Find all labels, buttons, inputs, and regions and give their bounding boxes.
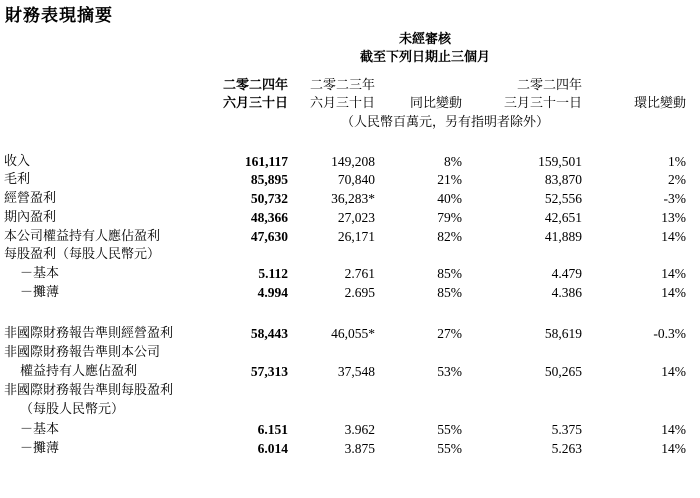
cell-jun-2024: 47,630 [250, 229, 288, 244]
cell-jun-2023: 2.761 [344, 266, 375, 281]
cell-jun-2024: 50,732 [250, 191, 288, 206]
cell-jun-2023: 27,023 [337, 210, 375, 225]
cell-yoy-change: 85% [437, 285, 462, 300]
row-label: 非國際財務報告準則本公司 [4, 345, 161, 360]
page-title: 財務表現摘要 [5, 6, 113, 26]
cell-jun-2023: 46,055* [331, 326, 375, 341]
row-label: 非國際財務報告準則每股盈利 [4, 383, 174, 398]
cell-jun-2024: 161,117 [244, 154, 288, 169]
cell-mar-2024: 58,619 [544, 326, 582, 341]
cell-yoy-change: 27% [437, 326, 462, 341]
table-row [0, 171, 700, 189]
cell-jun-2023: 149,208 [331, 154, 375, 169]
cell-jun-2023: 37,548 [337, 364, 375, 379]
row-label: 期內盈利 [4, 210, 57, 225]
table-row [0, 325, 700, 343]
cell-jun-2024: 5.112 [258, 266, 288, 281]
cell-qoq-change: 2% [668, 172, 686, 187]
cell-qoq-change: 14% [661, 364, 686, 379]
cell-jun-2024: 6.014 [257, 441, 288, 456]
table-row [0, 344, 700, 362]
row-label: －攤薄 [20, 441, 60, 456]
cell-qoq-change: 14% [661, 422, 686, 437]
row-label: 毛利 [4, 172, 31, 187]
table-row [0, 421, 700, 439]
table-row [0, 382, 700, 400]
row-label: 收入 [4, 154, 31, 169]
cell-qoq-change: -0.3% [653, 326, 686, 341]
cell-mar-2024: 83,870 [544, 172, 582, 187]
cell-jun-2024: 85,895 [250, 172, 288, 187]
cell-mar-2024: 41,889 [544, 229, 582, 244]
cell-yoy-change: 79% [437, 210, 462, 225]
col5-header: 環比變動 [633, 95, 686, 110]
cell-qoq-change: -3% [663, 191, 686, 206]
cell-qoq-change: 13% [661, 210, 686, 225]
cell-jun-2023: 3.962 [344, 422, 375, 437]
cell-jun-2024: 4.994 [257, 285, 288, 300]
col2-year-header: 二零二三年 [309, 77, 375, 92]
row-label: 權益持有人應佔盈利 [20, 364, 138, 379]
table-row [0, 440, 700, 458]
cell-yoy-change: 40% [437, 191, 462, 206]
cell-qoq-change: 14% [661, 285, 686, 300]
cell-jun-2024: 6.151 [257, 422, 288, 437]
cell-mar-2024: 4.386 [551, 285, 582, 300]
cell-yoy-change: 53% [437, 364, 462, 379]
row-label: 每股盈利（每股人民幣元） [4, 247, 161, 262]
row-label: －攤薄 [20, 285, 60, 300]
col3-header: 同比變動 [409, 95, 462, 110]
cell-mar-2024: 42,651 [544, 210, 582, 225]
period-header: 截至下列日期止三個月 [359, 49, 490, 64]
unit-note: （人民幣百萬元，另有指明者除外） [340, 114, 549, 129]
table-row [0, 284, 700, 302]
cell-qoq-change: 14% [661, 229, 686, 244]
cell-yoy-change: 55% [437, 441, 462, 456]
table-row [0, 190, 700, 208]
row-label: 非國際財務報告準則經營盈利 [4, 326, 174, 341]
col4-year-header: 二零二四年 [516, 77, 582, 92]
col1-date-header: 六月三十日 [222, 95, 288, 110]
table-row [0, 363, 700, 381]
cell-yoy-change: 21% [437, 172, 462, 187]
table-row [0, 401, 700, 419]
cell-jun-2024: 58,443 [250, 326, 288, 341]
row-label: 本公司權益持有人應佔盈利 [4, 229, 161, 244]
cell-jun-2023: 26,171 [337, 229, 375, 244]
cell-jun-2024: 48,366 [250, 210, 288, 225]
cell-jun-2023: 2.695 [344, 285, 375, 300]
table-row [0, 153, 700, 171]
cell-qoq-change: 14% [661, 266, 686, 281]
cell-yoy-change: 82% [437, 229, 462, 244]
col2-date-header: 六月三十日 [309, 95, 375, 110]
row-label: －基本 [20, 422, 60, 437]
table-row [0, 246, 700, 264]
cell-mar-2024: 50,265 [544, 364, 582, 379]
table-row [0, 228, 700, 246]
row-label: 經營盈利 [4, 191, 57, 206]
cell-jun-2023: 70,840 [337, 172, 375, 187]
row-label: －基本 [20, 266, 60, 281]
cell-yoy-change: 85% [437, 266, 462, 281]
cell-qoq-change: 1% [668, 154, 686, 169]
cell-jun-2023: 36,283* [331, 191, 375, 206]
table-row [0, 209, 700, 227]
cell-yoy-change: 8% [444, 154, 462, 169]
cell-jun-2023: 3.875 [344, 441, 375, 456]
col4-date-header: 三月三十一日 [503, 95, 582, 110]
table-row [0, 265, 700, 283]
unaudited-header: 未經審核 [398, 31, 451, 46]
cell-jun-2024: 57,313 [250, 364, 288, 379]
cell-mar-2024: 5.375 [551, 422, 582, 437]
cell-qoq-change: 14% [661, 441, 686, 456]
cell-mar-2024: 52,556 [544, 191, 582, 206]
col1-year-header: 二零二四年 [222, 77, 288, 92]
cell-yoy-change: 55% [437, 422, 462, 437]
cell-mar-2024: 4.479 [551, 266, 582, 281]
row-label: （每股人民幣元） [20, 402, 125, 417]
cell-mar-2024: 159,501 [538, 154, 582, 169]
cell-mar-2024: 5.263 [551, 441, 582, 456]
